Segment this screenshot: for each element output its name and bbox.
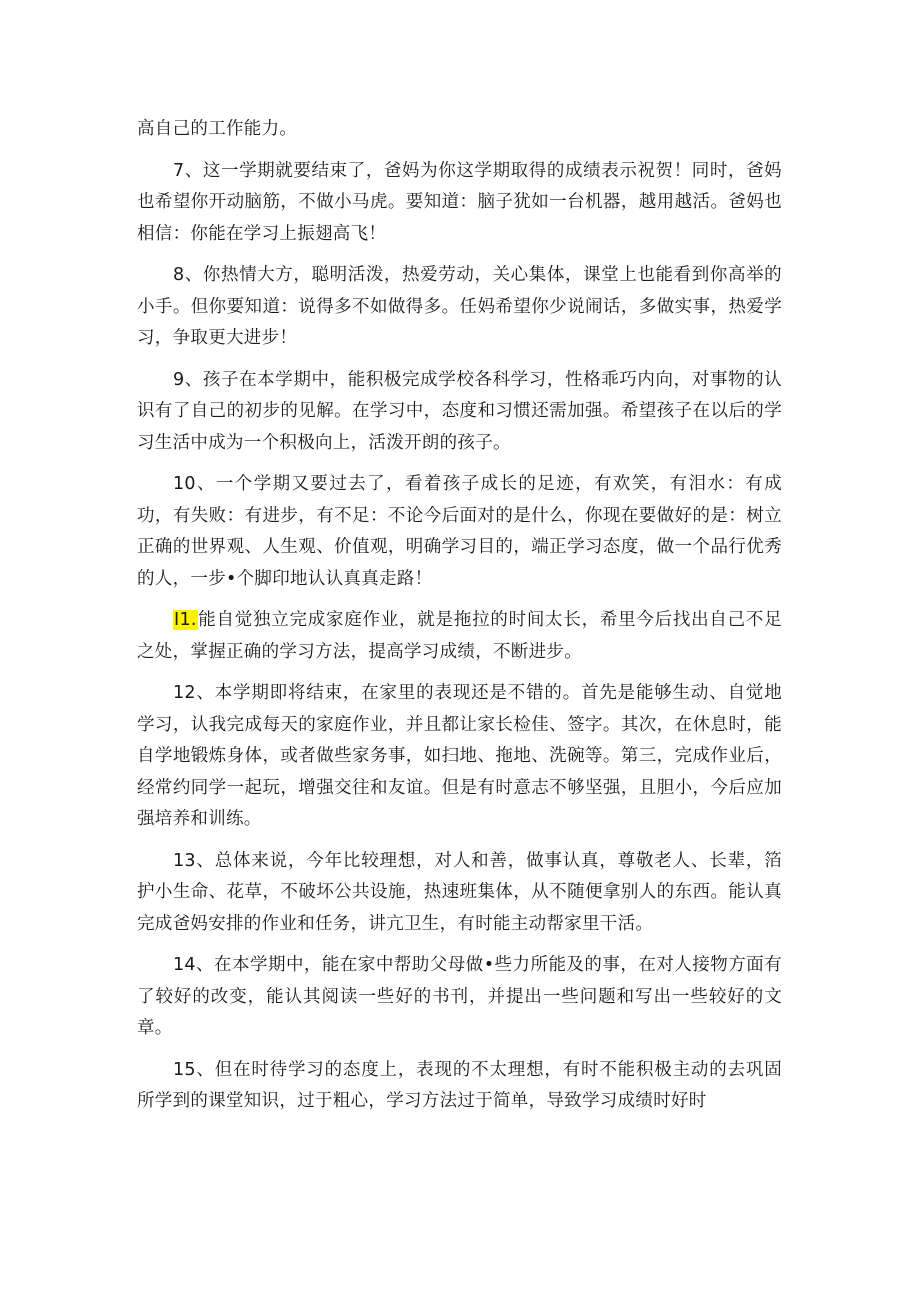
paragraph-8: 8、你热情大方，聪明活泼，热爱劳动，关心集体，课堂上也能看到你高举的小手。但你要知道：说得多不如做得多。任妈希望你少说闹话，多做实事，热爱学习，争取更大进步！ [137, 265, 782, 348]
document-body [137, 114, 782, 1128]
paragraph-13: 13、总体来说，今年比较理想，对人和善，做事认真，尊敬老人、长辈，箔护小生命、花草，不破坏公共设施，热速班集体，从不随便拿别人的东西。能认真完成爸妈安排的作业和任务，讲亢卫生，有时能主动帮家里干活。 [137, 850, 782, 934]
paragraph-10: 10、一个学期又要过去了，看着孩子成长的足迹，有欢笑，有泪水：有成功，有失败：有进步，有不足：不论今后面对的是什么，你现在要做好的是：树立正确的世界观、人生观、价值观，明确学习目的，端正学习态度，做一个品行优秀的人，一步•个脚印地认认真真走路！ [137, 474, 782, 589]
highlighted-number-marker: I1. [174, 610, 197, 630]
paragraph-11 [137, 605, 782, 668]
paragraph-11-text: 能自觉独立完成家庭作业，就是拖拉的时间太长，希里今后找出自己不足之处，掌握正确的学习方法，提高学习成绩，不断进步。 [137, 610, 782, 662]
paragraph-12: 12、本学期即将结束，在家里的表现还是不错的。首先是能够生动、自觉地学习，认我完成每天的家庭作业，并且都让家长检佳、签字。其次，在休息时，能自学地锻炼身体，或者做些家务事，如扫地、拖地、洗碗等。第三，完成作业后，经常约同学一起玩，增强交往和友谊。但是有时意志不够坚强，且胆小，今后应加强培养和训练。 [137, 683, 782, 829]
paragraph-7: 7、这一学期就要结束了，爸妈为你这学期取得的成绩表示祝贺！同时，爸妈也希望你开动脑筋，不做小马虎。要知道：脑子犹如一台机器，越用越活。爸妈也相信：你能在学习上振翅高飞！ [137, 160, 782, 244]
paragraph-9: 9、孩子在本学期中，能积极完成学校各科学习，性格乖巧内向，对事物的认识有了自己的初步的见解。在学习中，态度和习惯还需加强。希望孩子在以后的学习生活中成为一个积极向上，活泼开朗的孩子。 [137, 369, 782, 453]
paragraph-14: 14、在本学期中，能在家中帮助父母做•些力所能及的事，在对人接物方面有了较好的改变，能认其阅读一些好的书刊，并提出一些问题和写出一些较好的文章。 [137, 955, 782, 1038]
paragraph-continuation: 高自己的工作能力。 [137, 119, 298, 139]
paragraph-15: 15、但在时待学习的态度上，表现的不太理想，有时不能积极主动的去巩固所学到的课堂知识，过于粗心，学习方法过于简单，导致学习成绩时好时 [137, 1059, 782, 1111]
